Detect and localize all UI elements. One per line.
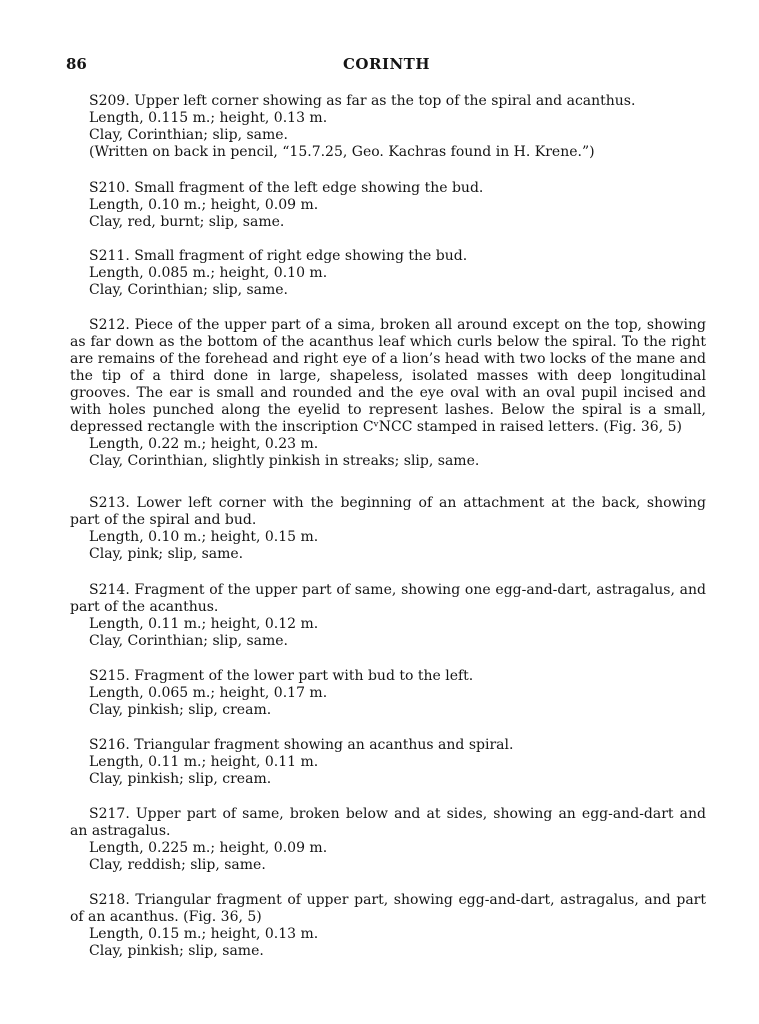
entry-material: Clay, Corinthian; slip, same. [89,633,289,649]
entry-description: S216. Triangular fragment showing an acanthus and spiral. [89,737,514,753]
entry-description: S210. Small fragment of the left edge showing the bud. [89,180,484,196]
entry-description: S218. Triangular fragment of upper part, showing egg-and-dart, astragalus, and part of an acanthus. (Fig. 36, 5) [70,892,706,925]
entry-description: S212. Piece of the upper part of a sima, broken all around except on the top, showing as far down as the bottom of the acanthus leaf which curls below the spiral. To the right are remains of the forehead and right eye of a lion’s head with two locks of the mane and the tip of a third done in large, shapeless, isolated masses with deep longitudinal grooves. The ear is small and rounded and the eye oval with an oval pupil incised and with holes punched along the eyelid to represent lashes. Below the spiral is a small, depressed rectangle with the inscription CᵛNCC stamped in raised letters. (Fig. 36, 5) [70,317,706,435]
catalog-entry-s210 [70,180,706,231]
catalog-entry-s211 [70,248,706,299]
entry-description: S215. Fragment of the lower part with bud to the left. [89,668,474,684]
entry-material: Clay, pinkish; slip, same. [89,943,264,959]
entry-dimensions: Length, 0.15 m.; height, 0.13 m. [89,926,319,942]
entry-material: Clay, Corinthian; slip, same. [89,127,289,143]
page-title: CORINTH [342,55,431,73]
entry-description: S213. Lower left corner with the beginning of an attachment at the back, showing part of the spiral and bud. [70,495,706,528]
catalog-entry-s215 [70,668,706,719]
entry-dimensions: Length, 0.22 m.; height, 0.23 m. [89,436,319,452]
entry-dimensions: Length, 0.11 m.; height, 0.12 m. [89,616,319,632]
catalog-entry-s213 [70,495,706,563]
catalog-entry-s218 [70,892,706,960]
entry-material: Clay, Corinthian, slightly pinkish in streaks; slip, same. [89,453,480,469]
entry-material: Clay, pinkish; slip, cream. [89,702,272,718]
catalog-entry-s216 [70,737,706,788]
entry-material: Clay, Corinthian; slip, same. [89,282,289,298]
entry-dimensions: Length, 0.115 m.; height, 0.13 m. [89,110,328,126]
entry-material: Clay, red, burnt; slip, same. [89,214,285,230]
catalog-entry-s209 [70,93,706,161]
entry-dimensions: Length, 0.10 m.; height, 0.15 m. [89,529,319,545]
entry-dimensions: Length, 0.225 m.; height, 0.09 m. [89,840,328,856]
entry-dimensions: Length, 0.085 m.; height, 0.10 m. [89,265,328,281]
entry-dimensions: Length, 0.065 m.; height, 0.17 m. [89,685,328,701]
catalog-entry-s214 [70,582,706,650]
entry-dimensions: Length, 0.11 m.; height, 0.11 m. [89,754,319,770]
entry-description: S209. Upper left corner showing as far as the top of the spiral and acanthus. [89,93,636,109]
running-head [66,56,707,76]
entry-material: Clay, pink; slip, same. [89,546,244,562]
entry-material: Clay, pinkish; slip, cream. [89,771,272,787]
entry-description: S211. Small fragment of right edge showing the bud. [89,248,468,264]
catalog-entry-s212 [70,317,706,470]
entry-material: Clay, reddish; slip, same. [89,857,266,873]
entry-description: S214. Fragment of the upper part of same, showing one egg-and-dart, astragalus, and part of the acanthus. [70,582,706,615]
entry-description: S217. Upper part of same, broken below and at sides, showing an egg-and-dart and an astragalus. [70,806,706,839]
entry-dimensions: Length, 0.10 m.; height, 0.09 m. [89,197,319,213]
catalog-entry-s217 [70,806,706,874]
entry-note: (Written on back in pencil, “15.7.25, Geo. Kachras found in H. Krene.”) [89,144,595,160]
page-number: 86 [66,55,87,73]
